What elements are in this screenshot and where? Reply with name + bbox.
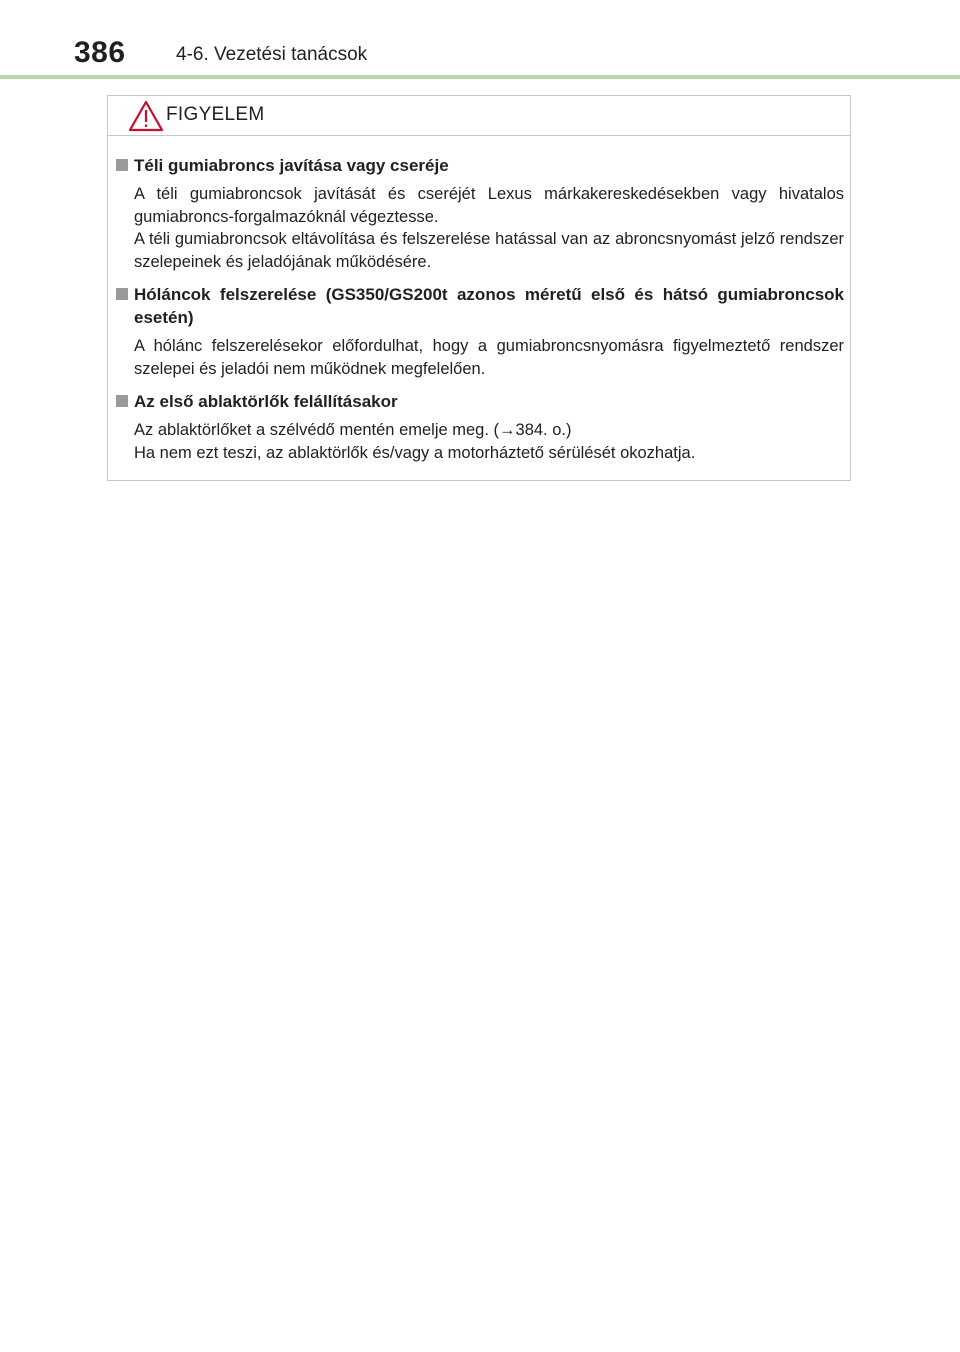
item-title: [114, 390, 844, 413]
warning-box: [107, 95, 851, 481]
item-title: [114, 154, 844, 177]
item-body: [114, 183, 844, 273]
item-paragraph: Ha nem ezt teszi, az ablaktörlők és/vagy a motorháztető sérülését okozhatja.: [134, 443, 696, 462]
item-title-text: Az első ablaktörlők felállításakor: [134, 392, 398, 411]
item-paragraph: Az ablaktörlőket a szélvédő mentén emelje meg. (→384. o.): [134, 421, 572, 439]
item-body: [114, 419, 844, 464]
square-bullet-icon: [116, 288, 128, 300]
warning-item-winter-tire: [114, 154, 844, 273]
page-number: 386: [74, 36, 126, 69]
warning-item-snow-chains: [114, 283, 844, 380]
square-bullet-icon: [116, 159, 128, 171]
item-paragraph: A téli gumiabroncsok javítását és cseréjét Lexus márkakereskedésekben vagy hivatalos gumiabroncs-forgalmazóknál végeztesse.: [134, 185, 844, 226]
header-rule: [0, 75, 960, 79]
item-paragraph: A téli gumiabroncsok eltávolítása és felszerelése hatással van az abroncsnyomást jelző rendszer szelepeinek és jeladójának működésére.: [134, 230, 844, 271]
item-body: [114, 335, 844, 380]
item-title-text: Hóláncok felszerelése (GS350/GS200t azonos méretű első és hátsó gumiabroncsok esetén): [134, 285, 844, 327]
section-title: 4-6. Vezetési tanácsok: [176, 44, 368, 65]
page-header: [0, 0, 960, 80]
warning-label: FIGYELEM: [166, 104, 265, 125]
square-bullet-icon: [116, 395, 128, 407]
warning-triangle-icon: [128, 100, 164, 132]
item-paragraph: A hólánc felszerelésekor előfordulhat, hogy a gumiabroncsnyomásra figyelmeztető rendszer szelepei és jeladói nem működnek megfelelően.: [134, 337, 844, 378]
warning-header: [108, 96, 850, 136]
warning-content: [114, 154, 844, 474]
warning-item-wipers: [114, 390, 844, 464]
item-title: [114, 283, 844, 329]
item-title-text: Téli gumiabroncs javítása vagy cseréje: [134, 156, 449, 175]
